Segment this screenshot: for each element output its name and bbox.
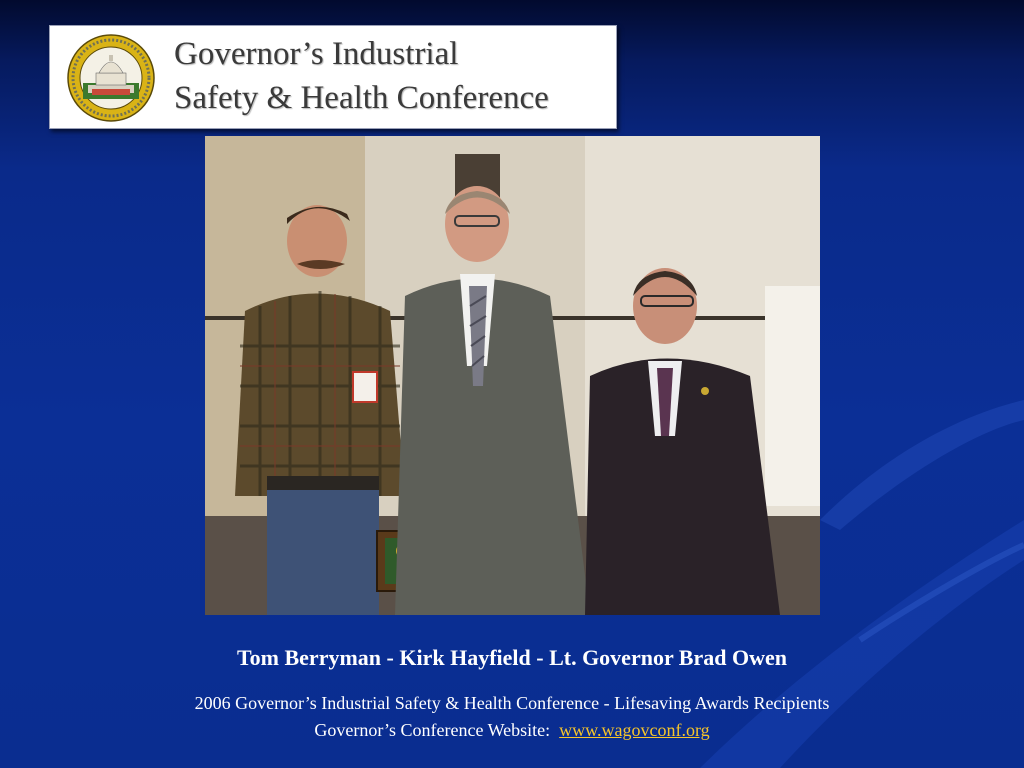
website-label: Governor’s Conference Website:	[314, 720, 551, 740]
conference-logo-banner	[49, 25, 617, 129]
logo-title-line1: Governor’s Industrial	[174, 36, 459, 72]
photo-illustration	[205, 136, 820, 615]
caption-event-line: 2006 Governor’s Industrial Safety & Health Conference - Lifesaving Awards Recipients	[194, 693, 830, 713]
website-link[interactable]: www.wagovconf.org	[559, 720, 710, 740]
caption-website-line	[0, 717, 1024, 744]
conference-logo-title	[174, 32, 549, 120]
caption-details	[0, 690, 1024, 744]
logo-title-line2: Safety & Health Conference	[174, 80, 549, 116]
award-recipients-photo	[205, 136, 820, 615]
washington-capitol-seal-icon	[66, 33, 156, 123]
photo-caption-names: Tom Berryman - Kirk Hayfield - Lt. Governor Brad Owen	[237, 645, 787, 670]
